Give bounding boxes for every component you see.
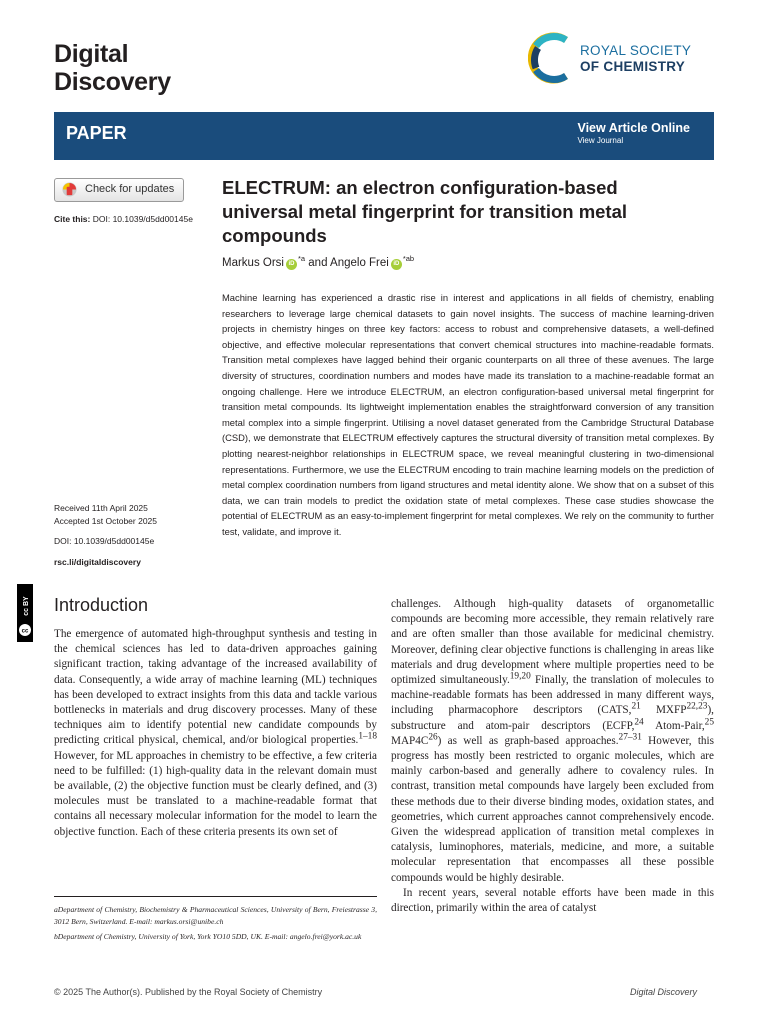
author-2[interactable]: Angelo Frei [330,257,389,269]
author-conjunction: and [308,257,328,269]
svg-text:cc: cc [21,628,29,635]
paragraph [54,627,377,840]
citation-ref[interactable]: 19,20 [509,671,531,682]
citation-ref[interactable]: 22,23 [686,701,708,712]
view-links [577,121,690,145]
citation-ref[interactable]: 24 [634,716,644,727]
article-dates [54,502,157,528]
author-1[interactable]: Markus Orsi [222,257,284,269]
paragraph-text: However, this progress has mostly been restricted to organic molecules, which are mainly carbon-based and generally adhere to covalency rules. In contrast, transition metal compounds have largely been excluded from these methods due to their diverse binding modes, oxidation states, and geometries, which current approaches cannot comprehensively encode. Given the widespread application of transition metal complexes in catalysis, luminophores, materials, medicine, and more, a suitable molecular representation that encompasses all these possible compounds would be highly desirable. [391,734,714,884]
journal-title [54,40,171,96]
crossmark-icon [62,182,77,197]
citation-ref[interactable]: 1–18 [358,731,377,742]
paragraph-text: MAP4C [391,734,429,747]
paragraph-text: Atom-Pair, [643,719,705,732]
paragraph-text: ) as well as graph-based approaches. [437,734,619,747]
check-for-updates-label: Check for updates [85,183,175,195]
paragraph-text: challenges. Although high-quality datasets of organometallic compounds are becoming more accessible, they remain relatively rare and are often smaller than those available for medicinal chemistry. Moreover, defining clear objective functions is challenging in areas like materials and drug development where multiple properties need to be optimized simultaneously. [391,598,714,687]
cite-this [54,214,193,224]
paragraph-text: However, for ML approaches in chemistry to be effective, a few criteria need to be fulfilled: (1) high-quality data in the relevant domain must be available, (2) the objective function must be clearly defined, and (3) molecules must be translated to a machine-readable format that contains all necessary molecular information for the model to learn the objective function. Each of these criteria presents its own set of [54,749,377,838]
article-doi[interactable]: DOI: 10.1039/d5dd00145e [54,536,155,546]
section-label: PAPER [66,123,127,143]
publisher-logo[interactable] [528,32,718,88]
cc-badge-icon [17,584,33,642]
footnote-divider [54,896,377,897]
cite-doi[interactable]: DOI: 10.1039/d5dd00145e [92,214,193,224]
author-2-affil: *ab [402,254,415,264]
paragraph [391,597,714,886]
footer-copyright: © 2025 The Author(s). Published by the Royal Society of Chemistry [54,987,323,997]
body-column-left [54,627,377,840]
abstract: Machine learning has experienced a drastic rise in interest and applications in all fields of chemistry, enabling researchers to leverage large chemical datasets to gain novel insights. The success of machine learning-driven projects in chemistry hinges on three key factors: access to robust and comprehensive datasets, a well-defined objective, and effective molecular representations that convert chemical structures into machine-readable formats. Transition metal complexes have lagged behind their organic counterparts on all three of these avenues. The large diversity of structures, coordination numbers and modes have made its translation to a machine-readable format an ongoing challenge. Here we introduce ELECTRUM, an electron configuration-based universal metal fingerprint for transition metal compounds. Its lightweight implementation enables the straightforward conversion of any transition metal complex into a simple fingerprint. Utilising a novel dataset generated from the Cambridge Structural Database (CSD), we demonstrate that ELECTRUM effectively captures the structural diversity of transition metal complexes. By plotting nearest-neighbor relationships in ELECTRUM space, we reveal meaningful clustering in two-dimensional representations. Furthermore, we use the ELECTRUM encoding to train machine learning models on the prediction of metal complex coordination numbers from ligand structures and metal identity alone. We show that on a subset of this data, we can train models to predict the oxidation state of metal complexes. These case studies showcase the potential of ELECTRUM as an easy-to-implement fingerprint for metal complexes. We rely on the community to further test, validate, and improve it. [222,292,714,537]
footnote-affiliation-b: bDepartment of Chemistry, University of York, York YO10 5DD, UK. E-mail: angelo.frei@york.ac.uk [54,931,362,941]
citation-ref[interactable]: 26 [428,732,438,743]
cite-label: Cite this: [54,214,91,224]
journal-site-link[interactable]: rsc.li/digitaldiscovery [54,557,141,567]
cc-by-license-icon[interactable] [17,584,33,642]
paragraph-text: ), substructure and atom-pair descriptors (ECFP, [391,704,714,732]
journal-title-line2: Discovery [54,68,171,96]
orcid-icon[interactable]: iD [391,259,402,270]
publisher-line2: OF CHEMISTRY [580,59,686,74]
footer-journal: Digital Discovery [630,987,698,997]
citation-ref[interactable]: 25 [704,716,714,727]
publisher-line1: ROYAL SOCIETY [580,43,692,58]
received-date: Received 11th April 2025 [54,503,148,513]
citation-ref[interactable]: 27–31 [618,732,642,743]
view-journal-link[interactable]: View Journal [577,136,624,145]
body-column-right [391,597,714,916]
citation-ref[interactable]: 21 [631,701,641,712]
paragraph-text: MXFP [640,704,687,717]
paragraph-text: Finally, the translation of molecules to machine-readable formats has been addressed in many different ways, including pharmacophore descriptors (CATS, [391,674,714,717]
journal-title-line1: Digital [54,40,129,68]
author-1-affil: *a [297,254,306,264]
footnotes [54,904,377,945]
footnote-affiliation-a: aDepartment of Chemistry, Biochemistry & Pharmaceutical Sciences, University of Bern, Freiestrasse 3, 3012 Bern, Switzerland. E-mail: markus.orsi@unibe.ch [54,905,377,927]
section-banner [54,112,714,160]
accepted-date: Accepted 1st October 2025 [54,516,158,526]
view-article-online-link[interactable]: View Article Online [577,121,690,135]
paragraph: In recent years, several notable efforts have been made in this direction, primarily within the area of catalyst [391,886,714,915]
check-for-updates-button[interactable] [54,178,184,202]
orcid-icon[interactable]: iD [286,259,297,270]
rsc-logo-icon [528,32,576,84]
paragraph-text: The emergence of automated high-throughput synthesis and testing in the chemical sciences has led to data-driven approaches gaining significant traction, taking advantage of the increased availability of data. Consequently, a wide array of machine learning (ML) techniques has been developed to extract insights from this data and tackle various bottlenecks in materials and drug discovery processes. Many of these techniques aim to identify potential new candidate compounds by predicting critical physical, chemical, and/or biological properties. [54,628,377,747]
article-title: ELECTRUM: an electron configuration-based universal metal fingerprint for transition metal compounds [222,177,628,246]
section-heading-introduction: Introduction [54,595,149,615]
author-list [222,254,415,270]
license-text: cc BY [23,596,30,616]
